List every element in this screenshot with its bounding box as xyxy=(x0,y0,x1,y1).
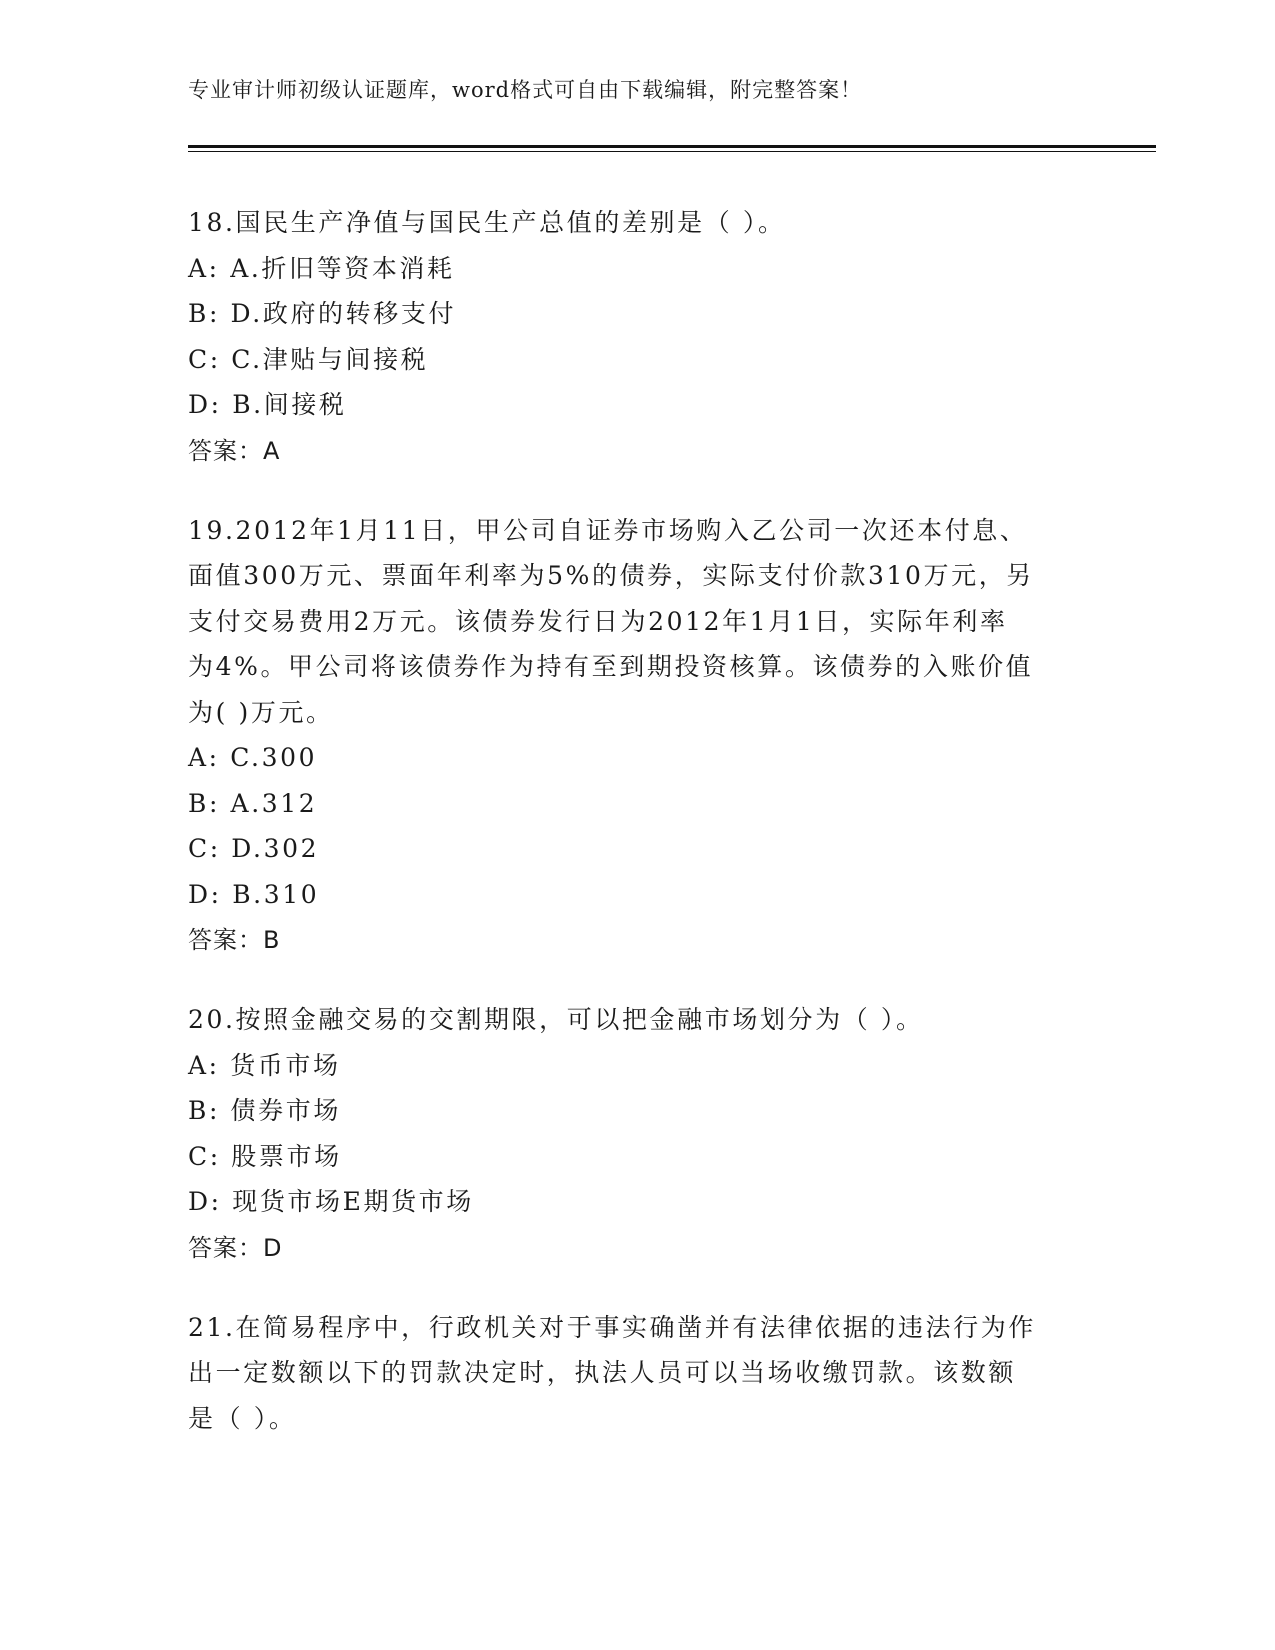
stem-line: 为( )万元。 xyxy=(188,697,334,727)
question-19 xyxy=(188,508,1078,964)
option-a: A: C.300 xyxy=(188,743,318,772)
option-d: D: B.310 xyxy=(188,879,320,909)
option-d: D: 现货市场E期货市场 xyxy=(188,1187,474,1216)
question-list xyxy=(188,200,1078,1475)
stem-line: 面值300万元、票面年利率为5%的债券，实际支付价款310万元，另 xyxy=(188,561,1034,590)
question-stem xyxy=(188,1305,1078,1442)
question-stem xyxy=(188,200,1078,246)
stem-line: 20.按照金融交易的交割期限，可以把金融市场划分为（ ）。 xyxy=(188,1005,924,1034)
stem-line: 是（ ）。 xyxy=(188,1403,297,1433)
question-stem xyxy=(188,508,1078,736)
stem-line: 支付交易费用2万元。该债券发行日为2012年1月1日，实际年利率 xyxy=(188,606,1008,636)
option-d: D: B.间接税 xyxy=(188,390,347,419)
question-21 xyxy=(188,1305,1078,1442)
option-c: C: 股票市场 xyxy=(188,1141,342,1171)
page-header: 专业审计师初级认证题库，word格式可自由下载编辑，附完整答案！ xyxy=(188,78,863,102)
stem-line: 18.国民生产净值与国民生产总值的差别是（ ）。 xyxy=(188,208,786,237)
answer-line: 答案：D xyxy=(188,1233,283,1262)
option-a: A: A.折旧等资本消耗 xyxy=(188,253,455,283)
question-18 xyxy=(188,200,1078,474)
stem-line: 为4%。甲公司将该债券作为持有至到期投资核算。该债券的入账价值 xyxy=(188,652,1034,681)
option-b: B: A.312 xyxy=(188,788,318,818)
answer-line: 答案：B xyxy=(188,926,281,954)
answer-line: 答案：A xyxy=(188,436,281,465)
option-c: C: D.302 xyxy=(188,834,320,863)
option-c: C: C.津贴与间接税 xyxy=(188,344,429,374)
question-20 xyxy=(188,997,1078,1271)
stem-line: 出一定数额以下的罚款决定时，执法人员可以当场收缴罚款。该数额 xyxy=(188,1358,1017,1387)
header-rule-thick xyxy=(188,145,1156,148)
option-b: B: D.政府的转移支付 xyxy=(188,299,457,328)
header-rule-thin xyxy=(188,151,1156,152)
question-stem xyxy=(188,997,1078,1043)
option-a: A: 货币市场 xyxy=(188,1050,341,1080)
option-b: B: 债券市场 xyxy=(188,1096,341,1125)
stem-line: 21.在简易程序中，行政机关对于事实确凿并有法律依据的违法行为作 xyxy=(188,1312,1036,1342)
stem-line: 19.2012年1月11日，甲公司自证券市场购入乙公司一次还本付息、 xyxy=(188,515,1028,545)
